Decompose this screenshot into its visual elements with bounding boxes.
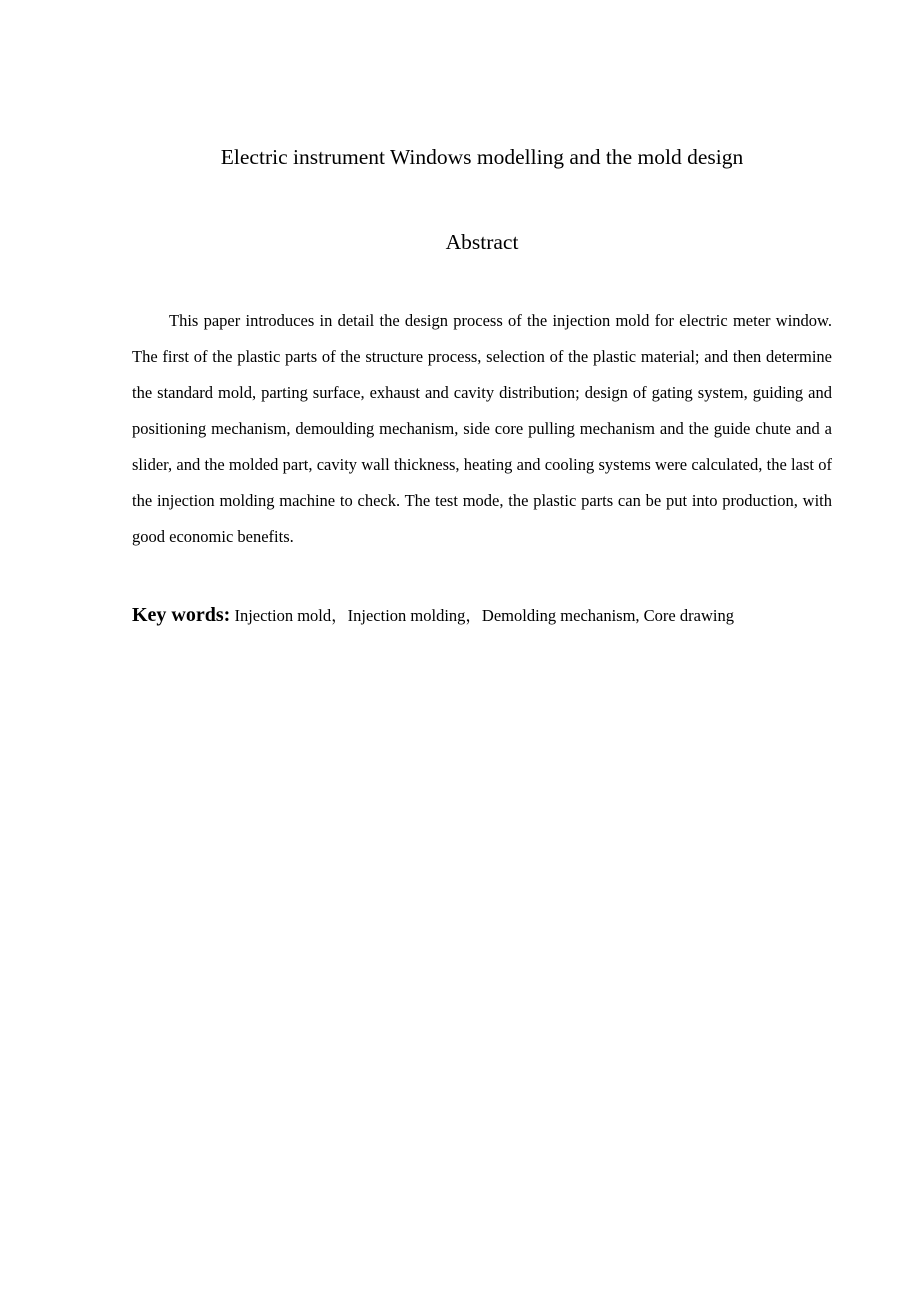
keywords-line [132,600,872,631]
abstract-heading: Abstract [445,230,519,254]
abstract-body: This paper introduces in detail the design process of the injection mold for electric meter window. The first of the plastic parts of the structure process, selection of the plastic material; and then determine the standard mold, parting surface, exhaust and cavity distribution; design of gating system, guiding and positioning mechanism, demoulding mechanism, side core pulling mechanism and the guide chute and a slider, and the molded part, cavity wall thickness, heating and cooling systems were calculated, the last of the injection molding machine to check. The test mode, the plastic parts can be put into production, with good economic benefits. [132,311,832,546]
paper-title: Electric instrument Windows modelling and the mold design [220,145,744,169]
keywords-label: Key words: [132,604,231,626]
keywords-text: Injection mold，Injection molding，Demolding mechanism, Core drawing [230,606,734,625]
